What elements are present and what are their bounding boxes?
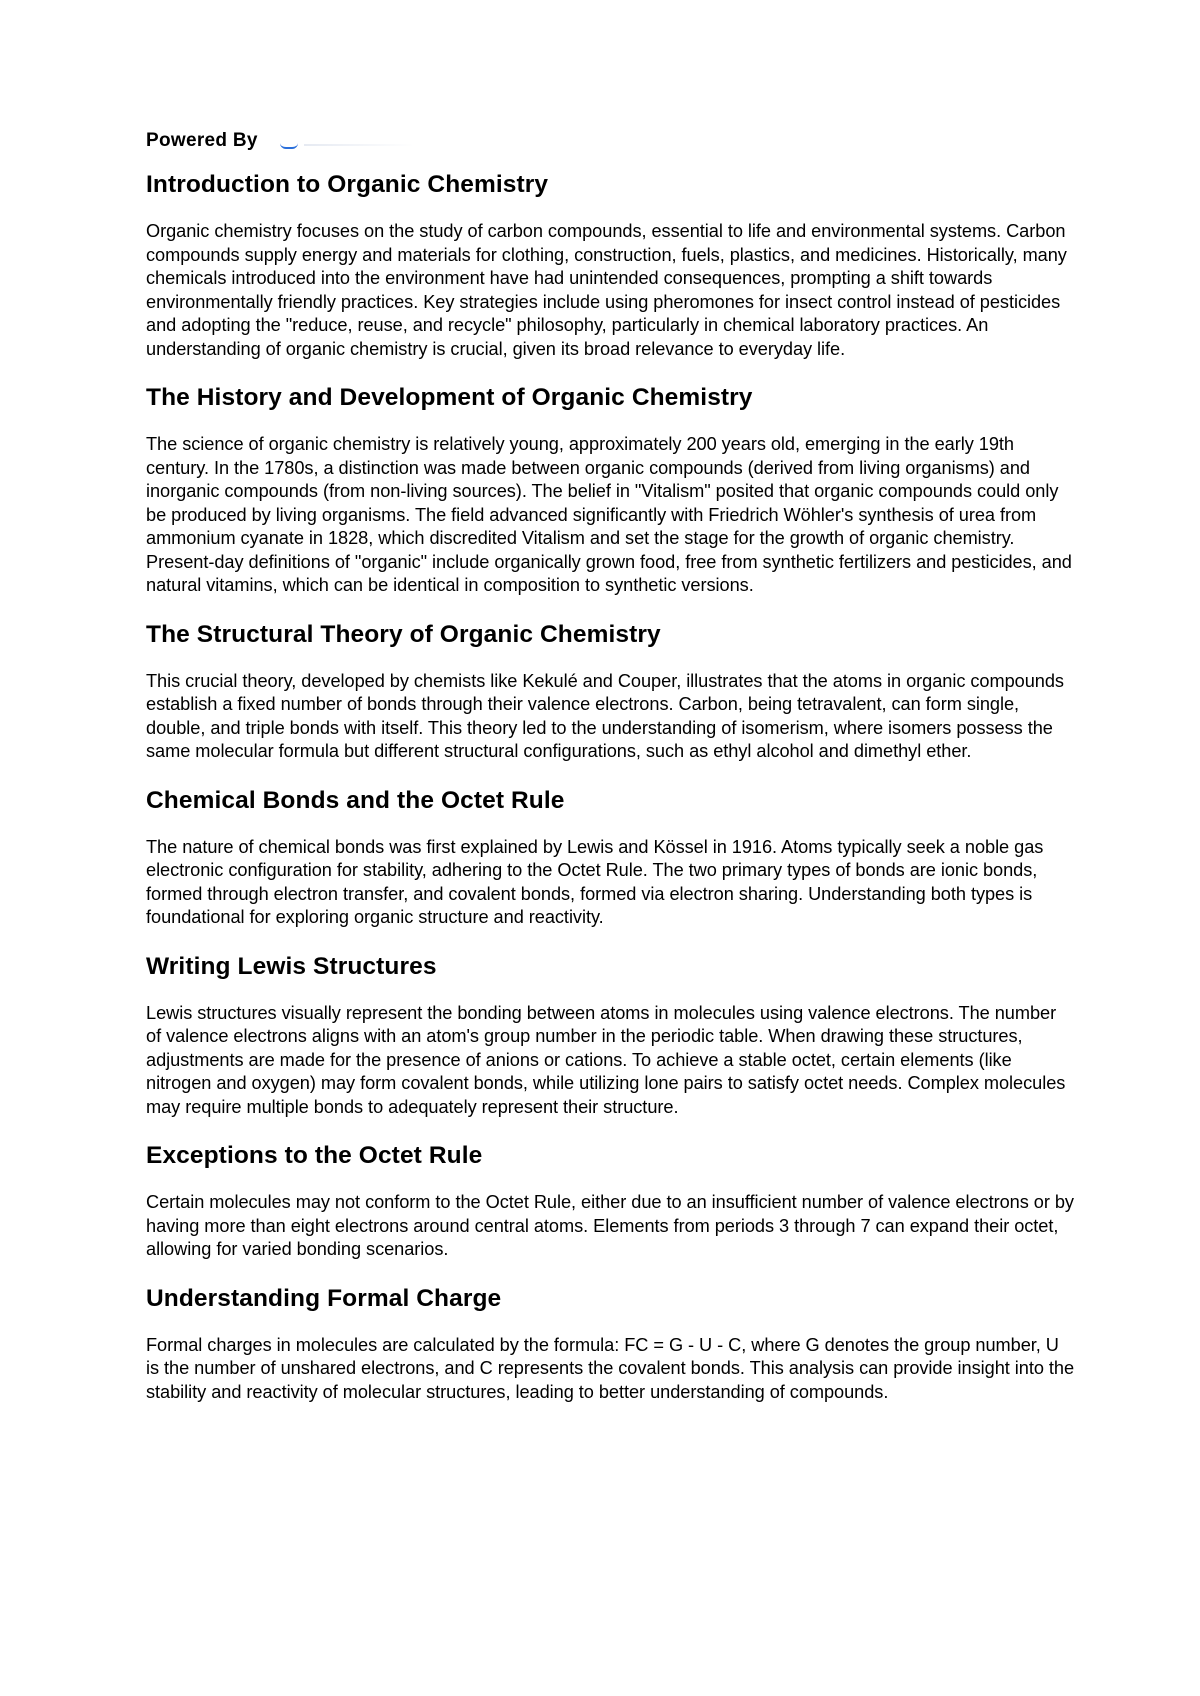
section-body: The nature of chemical bonds was first explained by Lewis and Kössel in 1916. Atoms typically seek a noble gas electronic configuration for stability, adhering to the Octet Rule. The two primary types of bonds are ionic bonds, formed through electron transfer, and covalent bonds, formed via electron sharing. Understanding both types is foundational for exploring organic structure and reactivity. (146, 836, 1044, 927)
brand-logo-icon (276, 131, 416, 151)
section-body: Certain molecules may not conform to the Octet Rule, either due to an insufficient number of valence electrons or by having more than eight electrons around central atoms. Elements from periods 3 through 7 can expand their octet, allowing for varied bonding scenarios. (146, 1192, 1074, 1259)
section-formal-charge (146, 1284, 1076, 1405)
section-heading: The History and Development of Organic Chemistry (146, 384, 753, 411)
section-body: This crucial theory, developed by chemists like Kekulé and Couper, illustrates that the atoms in organic compounds establish a fixed number of bonds through their valence electrons. Carbon, being tetravalent, can form single, double, and triple bonds with itself. This theory led to the understanding of isomerism, where isomers possess the same molecular formula but different structural configurations, such as ethyl alcohol and dimethyl ether. (146, 670, 1064, 761)
section-chemical-bonds (146, 786, 1076, 930)
section-octet-exceptions (146, 1141, 1076, 1262)
section-heading: Exceptions to the Octet Rule (146, 1142, 483, 1169)
section-heading: Writing Lewis Structures (146, 952, 437, 980)
section-body: The science of organic chemistry is relatively young, approximately 200 years old, emerging in the early 19th century. In the 1780s, a distinction was made between organic compounds (derived from living organisms) and inorganic compounds (from non-living sources). The belief in "Vitalism" posited that organic compounds could only be produced by living organisms. The field advanced significantly with Friedrich Wöhler's synthesis of urea from ammonium cyanate in 1828, which discredited Vitalism and set the stage for the growth of organic chemistry. Present-day definitions of "organic" include organically grown food, free from synthetic fertilizers and pesticides, and natural vitamins, which can be identical in composition to synthetic versions. (146, 434, 1072, 595)
section-introduction (146, 170, 1076, 361)
powered-by-banner (146, 128, 1076, 154)
section-heading: Understanding Formal Charge (146, 1284, 502, 1312)
section-body: Organic chemistry focuses on the study of carbon compounds, essential to life and environmental systems. Carbon compounds supply energy and materials for clothing, construction, fuels, plastics, and medicines. Historically, many chemicals introduced into the environment have had unintended consequences, prompting a shift towards environmentally friendly practices. Key strategies include using pheromones for insect control instead of pesticides and adopting the "reduce, reuse, and recycle" philosophy, particularly in chemical laboratory practices. An understanding of organic chemistry is crucial, given its broad relevance to everyday life. (146, 221, 1067, 359)
powered-by-label: Powered By (146, 130, 258, 151)
section-history (146, 383, 1076, 598)
document-page (146, 128, 1076, 1426)
section-lewis-structures (146, 952, 1076, 1120)
section-structural-theory (146, 620, 1076, 764)
section-body: Formal charges in molecules are calculated by the formula: FC = G - U - C, where G denotes the group number, U is the number of unshared electrons, and C represents the covalent bonds. This analysis can provide insight into the stability and reactivity of molecular structures, leading to better understanding of compounds. (146, 1334, 1075, 1402)
section-body: Lewis structures visually represent the bonding between atoms in molecules using valence electrons. The number of valence electrons aligns with an atom's group number in the periodic table. When drawing these structures, adjustments are made for the presence of anions or cations. To achieve a stable octet, certain elements (like nitrogen and oxygen) may form covalent bonds, while utilizing lone pairs to satisfy octet needs. Complex molecules may require multiple bonds to adequately represent their structure. (146, 1002, 1066, 1117)
section-heading: Chemical Bonds and the Octet Rule (146, 786, 565, 814)
section-heading: Introduction to Organic Chemistry (146, 171, 549, 198)
section-heading: The Structural Theory of Organic Chemistry (146, 620, 661, 648)
